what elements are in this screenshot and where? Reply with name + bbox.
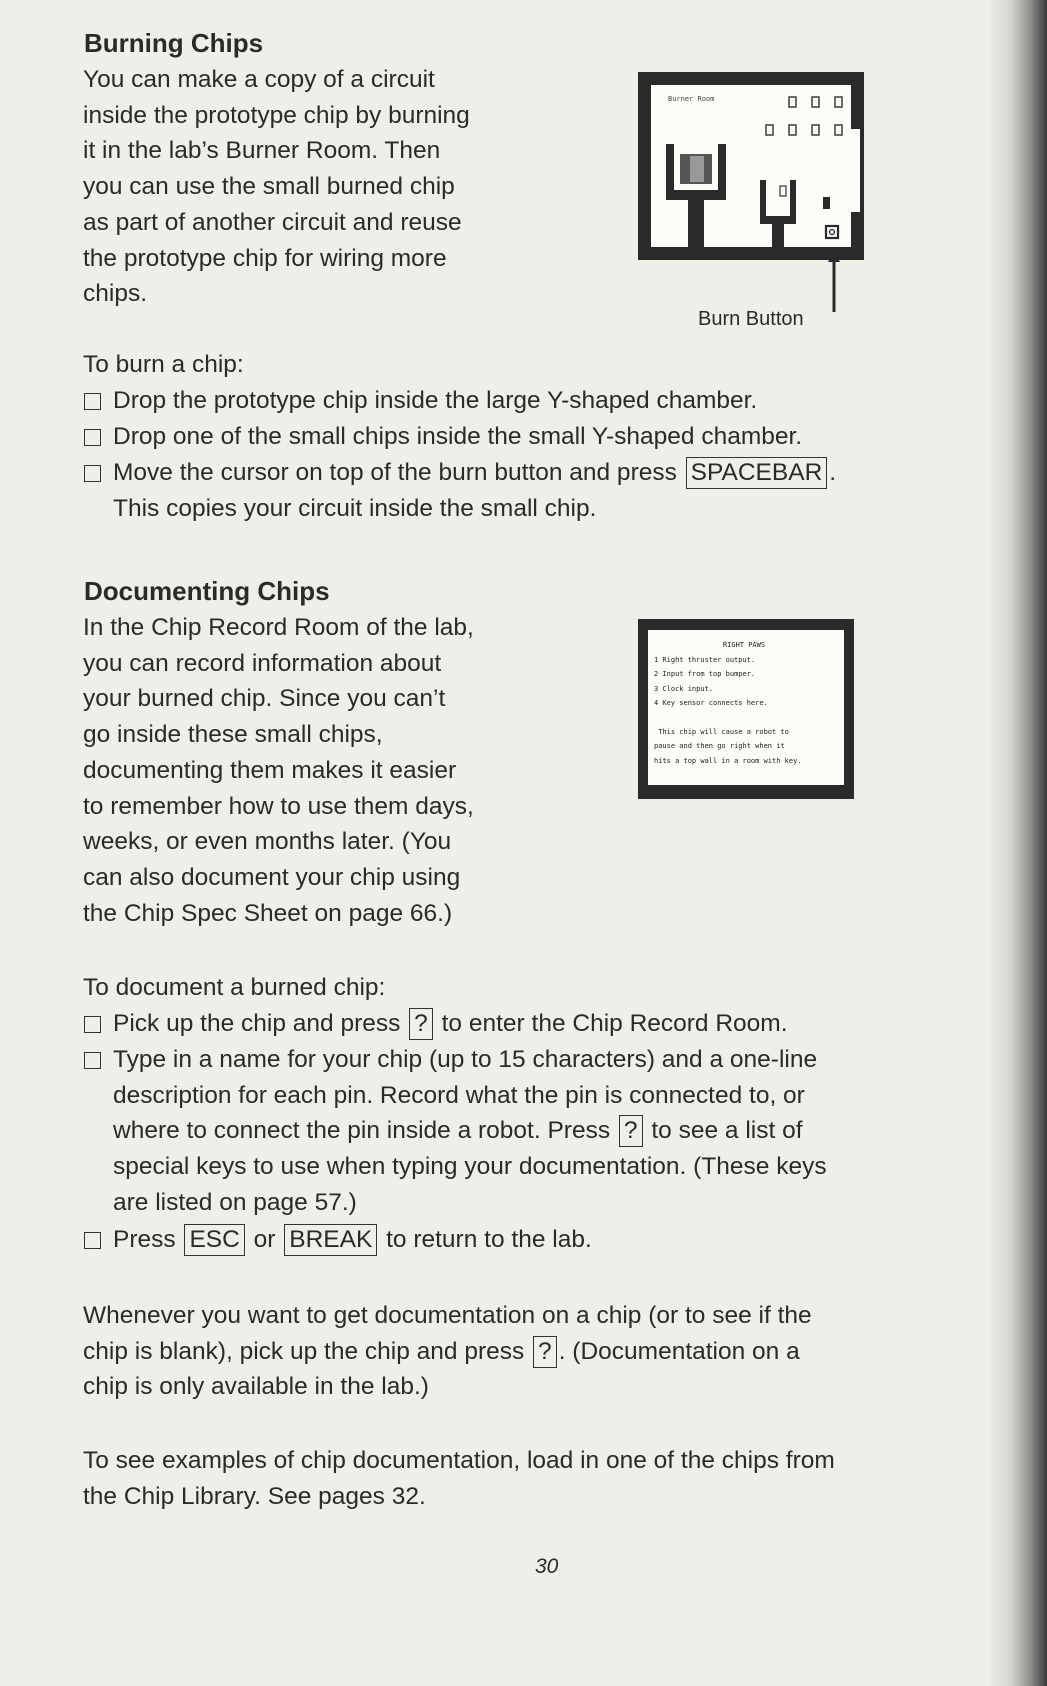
documenting-intro-line: documenting them makes it easier: [83, 756, 457, 784]
step-text: or: [246, 1226, 283, 1253]
step-text: Drop one of the small chips inside the small Y-shaped chamber.: [113, 423, 803, 450]
closing-paragraph-1: [83, 1298, 812, 1405]
checkbox-icon: [84, 429, 101, 446]
documenting-intro-line: the Chip Spec Sheet on page 66.): [83, 899, 453, 927]
documenting-chips-heading: Documenting Chips: [84, 576, 330, 606]
step-text: to enter the Chip Record Room.: [434, 1010, 788, 1037]
closing-line: the Chip Library. See pages 32.: [83, 1482, 426, 1510]
documenting-intro-line: you can record information about: [83, 649, 442, 677]
burn-step-1: [84, 383, 757, 419]
burner-room-figure: [638, 72, 868, 347]
page-number: 30: [535, 1555, 559, 1578]
step-text: where to connect the pin inside a robot. Press: [113, 1117, 617, 1145]
documenting-intro-line: weeks, or even months later. (You: [83, 828, 452, 856]
document-steps-heading: To document a burned chip:: [83, 974, 386, 1001]
burning-intro-line: as part of another circuit and reuse: [83, 208, 462, 236]
step-text: Pick up the chip and press: [113, 1010, 408, 1037]
chip-record-screen: [638, 619, 854, 799]
screen-desc-line: This chip will cause a robot to: [654, 727, 789, 736]
screen-pin-line: 2 Input from top bumper.: [654, 670, 756, 678]
screen-display: [648, 630, 844, 785]
documenting-intro: [83, 610, 474, 931]
burn-button-caption: Burn Button: [698, 308, 804, 330]
burn-steps-heading: To burn a chip:: [83, 351, 244, 378]
burning-intro-line: you can use the small burned chip: [83, 173, 455, 201]
closing-paragraph-2: [83, 1443, 835, 1514]
help-key: ?: [619, 1115, 643, 1147]
step-text: .: [829, 459, 837, 486]
documenting-intro-line: your burned chip. Since you can’t: [83, 685, 446, 713]
closing-text: chip is blank), pick up the chip and press: [83, 1337, 532, 1365]
closing-line: Whenever you want to get documentation on a chip (or to see if the: [83, 1302, 812, 1329]
checkbox-icon: [84, 1052, 101, 1069]
help-key: ?: [409, 1008, 433, 1040]
checkbox-icon: [84, 1016, 101, 1033]
checkbox-icon: [84, 465, 101, 482]
step-text: to see a list of: [644, 1117, 803, 1145]
step-text: to return to the lab.: [379, 1226, 592, 1253]
step-text: are listed on page 57.): [113, 1188, 357, 1216]
screen-title: RIGHT PAWS: [722, 641, 766, 649]
closing-line: To see examples of chip documentation, load in one of the chips from: [83, 1447, 835, 1474]
burning-intro-line: You can make a copy of a circuit: [83, 66, 435, 93]
screen-desc-line: hits a top wall in a room with key.: [654, 756, 802, 765]
document-step-3: [84, 1222, 592, 1258]
screen-pin-line: 1 Right thruster output.: [654, 655, 756, 664]
screen-pin-line: 4 Key sensor connects here.: [654, 699, 768, 707]
burn-step-3: [84, 455, 836, 526]
document-step-2: [84, 1042, 827, 1221]
page-binding-edge: [991, 0, 1047, 1686]
burning-intro-line: chips.: [83, 280, 148, 308]
documenting-intro-line: In the Chip Record Room of the lab,: [83, 614, 474, 641]
burning-intro-line: the prototype chip for wiring more: [83, 244, 447, 272]
room-label: Burner Room: [668, 95, 715, 103]
burning-intro-line: inside the prototype chip by burning: [83, 101, 470, 129]
documenting-intro-line: go inside these small chips,: [83, 721, 383, 749]
documenting-intro-line: to remember how to use them days,: [83, 792, 474, 820]
closing-line: chip is only available in the lab.): [83, 1373, 429, 1401]
screen-desc-line: pause and then go right when it: [654, 742, 785, 750]
documenting-intro-line: can also document your chip using: [83, 863, 461, 891]
esc-key: ESC: [184, 1224, 244, 1256]
closing-text: . (Documentation on a: [558, 1337, 800, 1365]
step-text: Drop the prototype chip inside the large Y-shaped chamber.: [113, 387, 758, 414]
help-key: ?: [533, 1336, 557, 1368]
step-text: special keys to use when typing your documentation. (These keys: [113, 1153, 827, 1181]
burn-step-2: [84, 419, 802, 455]
step-text: Type in a name for your chip (up to 15 characters) and a one-line: [113, 1046, 818, 1073]
checkbox-icon: [84, 1232, 101, 1249]
step-text: description for each pin. Record what the pin is connected to, or: [113, 1081, 805, 1109]
burning-intro-line: it in the lab’s Burner Room. Then: [83, 137, 441, 165]
step-text: Press: [113, 1226, 183, 1253]
burn-button: [826, 226, 838, 238]
break-key: BREAK: [284, 1224, 377, 1256]
checkbox-icon: [84, 393, 101, 410]
burning-intro: [83, 62, 470, 312]
spacebar-key: SPACEBAR: [686, 457, 828, 489]
step-continuation: This copies your circuit inside the small chip.: [113, 494, 597, 522]
step-text: Move the cursor on top of the burn button and press: [113, 459, 684, 486]
screen-pin-line: 3 Clock input.: [654, 684, 714, 693]
document-step-1: [84, 1006, 788, 1042]
burning-chips-heading: Burning Chips: [84, 28, 264, 58]
